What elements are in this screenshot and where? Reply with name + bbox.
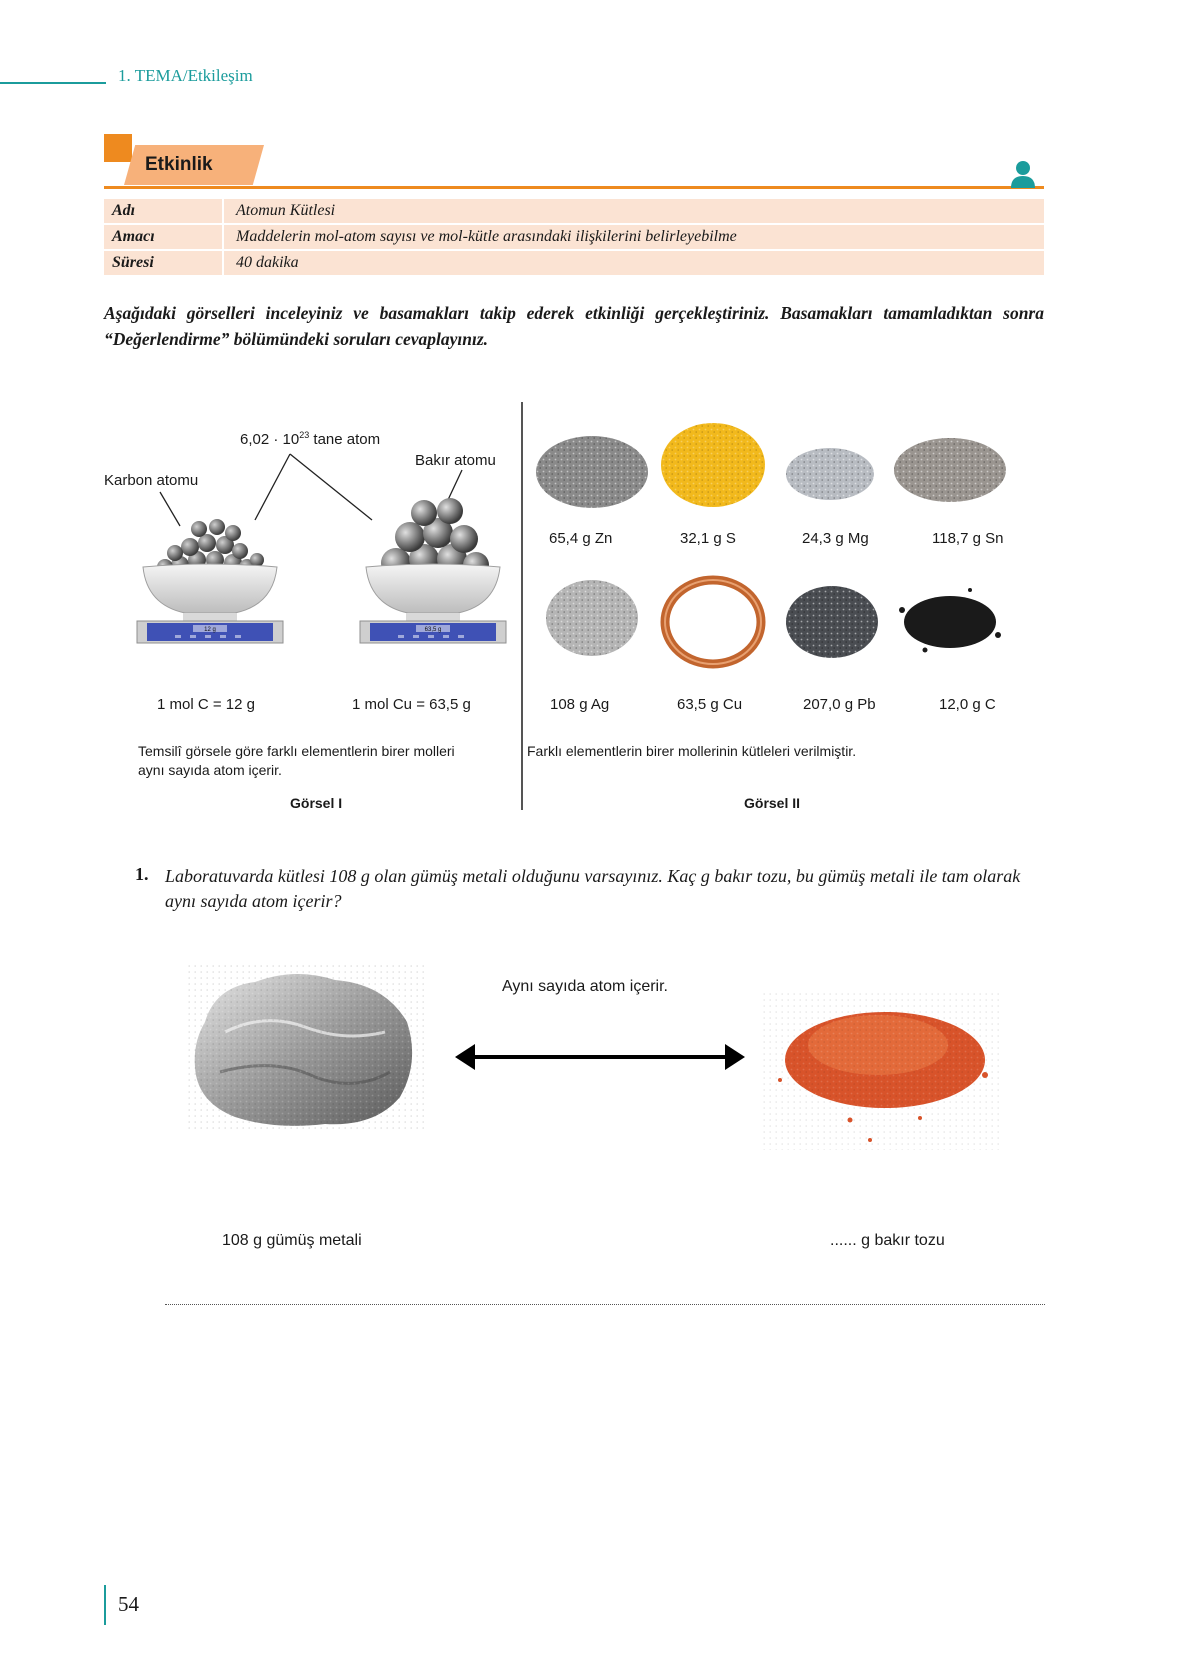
- figure-divider: [521, 402, 523, 810]
- question-text: Laboratuvarda kütlesi 108 g olan gümüş metali olduğunu varsayınız. Kaç g bakır tozu, bu gümüş metali ile tam olarak aynı sayıda atom içerir?: [165, 866, 1021, 911]
- scale-display: 63,5 g: [424, 627, 442, 633]
- page-number: 54: [118, 1592, 139, 1616]
- element-label-c: 12,0 g C: [939, 696, 996, 713]
- answer-line[interactable]: [165, 1304, 1045, 1305]
- double-arrow-icon: [455, 1040, 745, 1074]
- element-label-pb: 207,0 g Pb: [803, 696, 876, 713]
- mol-c-label: 1 mol C = 12 g: [157, 696, 255, 713]
- element-label-s: 32,1 g S: [680, 530, 736, 547]
- magnesium-powder-icon: [786, 448, 874, 500]
- etkinlik-label: Etkinlik: [145, 154, 213, 175]
- carbon-scale-illustration: [135, 505, 285, 675]
- arrow-caption: Aynı sayıda atom içerir.: [502, 978, 668, 995]
- figure2-title: Görsel II: [744, 795, 801, 811]
- chapter-title: 1. TEMA/Etkileşim: [118, 66, 253, 85]
- info-key: Adı: [112, 202, 136, 219]
- page-number-bar: [104, 1585, 106, 1625]
- scale-display: 12 g: [204, 627, 216, 633]
- lead-powder-icon: [786, 586, 878, 658]
- copper-scale-illustration: [358, 495, 508, 675]
- mol-cu-label: 1 mol Cu = 63,5 g: [352, 696, 471, 713]
- silver-label: 108 g gümüş metali: [222, 1232, 362, 1249]
- question-number: 1.: [135, 864, 149, 884]
- instructions: Aşağıdaki görselleri inceleyiniz ve basamakları takip ederek etkinliği gerçekleştiriniz. Basamakları tamamladıktan sonra “Değerlendirme” bölümündeki soruları cevaplayınız.: [104, 303, 1044, 349]
- element-label-mg: 24,3 g Mg: [802, 530, 869, 547]
- tin-powder-icon: [894, 438, 1006, 502]
- avogadro-label: $6,02 \cdot 10^{23}$ tane atom: [240, 430, 381, 448]
- info-key: Süresi: [112, 254, 154, 271]
- carbon-atom-label: Karbon atomu: [104, 472, 199, 489]
- carbon-powder-icon: [899, 588, 1001, 653]
- info-value: 40 dakika: [222, 251, 1044, 275]
- copper-atom-label: Bakır atomu: [415, 452, 496, 469]
- figure1-caption-line2: aynı sayıda atom içerir.: [138, 762, 282, 778]
- figure1-title: Görsel I: [290, 795, 343, 811]
- figure2-caption: Farklı elementlerin birer mollerinin kütleleri verilmiştir.: [527, 743, 857, 759]
- sulfur-powder-icon: [661, 423, 765, 507]
- info-value: Maddelerin mol-atom sayısı ve mol-kütle arasındaki ilişkilerini belirleyebilme: [222, 225, 1044, 249]
- figure1-caption-line1: Temsilî görsele göre farklı elementlerin birer molleri: [138, 743, 455, 759]
- element-label-ag: 108 g Ag: [550, 696, 610, 713]
- silver-metal-illustration: [185, 962, 425, 1132]
- info-value: Atomun Kütlesi: [222, 199, 1044, 223]
- element-label-sn: 118,7 g Sn: [932, 530, 1004, 547]
- copper-powder-illustration: [760, 990, 1000, 1150]
- element-label-cu: 63,5 g Cu: [677, 696, 743, 713]
- element-label-zn: 65,4 g Zn: [549, 530, 613, 547]
- info-key: Amacı: [112, 228, 155, 245]
- copper-label[interactable]: ...... g bakır tozu: [830, 1232, 945, 1249]
- zinc-powder-icon: [536, 436, 648, 508]
- silver-powder-icon: [546, 580, 638, 656]
- copper-wire-icon: [665, 580, 761, 664]
